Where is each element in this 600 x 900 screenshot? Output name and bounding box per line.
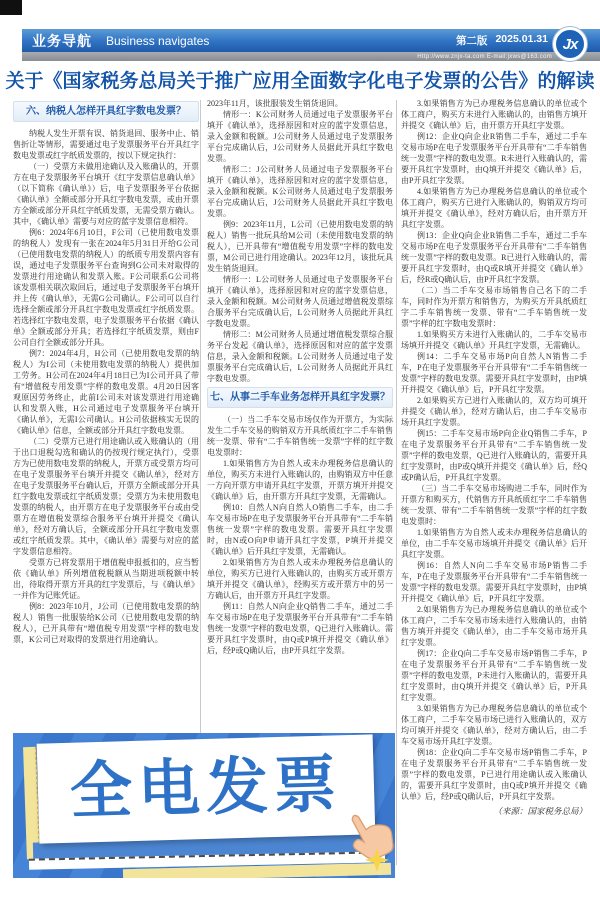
paragraph: 纳税人发生开票有误、销货退回、服务中止、销售折让等情形，需要通过电子发票服务平台开具红字数电发票或红字纸质发票的，按以下规定执行：	[13, 129, 199, 160]
paragraph: （三）当二手车交易市场购进二手车，同时作为开票方和购买方，代销售方开具纸质红字二手车销售统一发票、带有“二手车销售统一发票”字样的红字数电发票时：	[401, 484, 587, 526]
masthead-bar	[22, 29, 600, 52]
paragraph: 2.如果购买方已进行入账确认的，双方均可填开并提交《确认单》，经对方确认后，由二手车交易市场开具红字发票。	[401, 396, 587, 427]
page-corner-block	[0, 0, 22, 15]
issue-date: 2025.01.31	[495, 33, 548, 45]
paragraph: （一）当二手车交易市场仅作为开票方，为实际发生二手车交易的购销双方开具纸质红字二手车销售统一发票、带有“二手车销售统一发票”字样的红字数电发票时：	[207, 415, 393, 457]
paragraph: 情形一：K公司财务人员通过电子发票服务平台填开《确认单》，选择原因和对应的蓝字发票信息，录入金额和税额。J公司财务人员通过电子发票服务平台完成确认后，J公司财务人员据此开具红字数电发票。	[207, 110, 393, 163]
text-column-3	[401, 98, 587, 878]
promo-banner	[13, 733, 395, 878]
banner-text: 全电发票	[69, 750, 343, 827]
text-column-2	[207, 98, 393, 730]
paragraph: 3.如果销售方为已办理税务信息确认的单位或个体工商户，购买方未进行入账确认的，由销售方填开并提交《确认单》后，由开票方开具红字发票。	[401, 99, 587, 130]
section-title-en: Business navigates	[106, 33, 210, 48]
paragraph: 情形一：L公司财务人员通过电子发票服务平台填开《确认单》，选择原因和对应的蓝字发票信息，录入金额和税额。M公司财务人员通过增值税发票综合服务平台完成确认后，L公司财务人员据此开具红字数电发票。	[207, 275, 393, 328]
section-title-cn: 业务导航	[32, 32, 92, 49]
newspaper-logo-icon: Jx	[553, 27, 587, 61]
paragraph: 4.如果销售方为已办理税务信息确认的单位或个体工商户，购买方已进行入账确认的，购销双方均可填开并提交《确认单》，经对方确认后，由开票方开具红字发票。	[401, 187, 587, 229]
edition-label: 第二版	[455, 35, 488, 47]
paragraph: 例13：企业Q向企业R销售二手车，通过二手车交易市场P在电子发票服务平台开具带有“二手车销售统一发票”字样的数电发票。R已进行入账确认的，需要开具红字发票时，由Q或R填开并提交《确认单》后，经R或Q确认后，由P开具红字发票。	[401, 231, 587, 284]
masthead-strip	[22, 52, 600, 61]
paragraph: 例9：2023年11月，L公司（已使用数电发票的纳税人）销售一批玩具给M公司（未使用数电发票的纳税人），已开具带有“增值税专用发票”字样的数电发票，M公司已进行用途确认。2023年12月，该批玩具发生销货退回。	[207, 220, 393, 273]
paragraph: 例12：企业Q向企业R销售二手车，通过二手车交易市场P在电子发票服务平台开具带有“二手车销售统一发票”字样的数电发票。R未进行入账确认的，需要开具红字发票时，由Q填开并提交《确认单》后，由P开具红字发票。	[401, 132, 587, 185]
paragraph: 2023年11月，该批服装发生销货退回。	[207, 99, 343, 108]
paragraph: 受票方已将发票用于增值税申报抵扣的，应当暂依《确认单》所列增值税税额从当期进项税额中转出，待取得开票方开具的红字发票后，与《确认单》一并作为记账凭证。	[13, 558, 199, 600]
paragraph: 例10：自然人N向自然人O销售二手车，由二手车交易市场P在电子发票服务平台开具带有“二手车销售统一发票”字样的数电发票。需要开具红字发票时，由N或O向P申请开具红字发票，P填开并提交《确认单》后开具红字发票，无需确认。	[207, 503, 393, 556]
paragraph: 1.如果销售方为自然人或未办理税务信息确认的单位，由二手车交易市场填开并提交《确认单》后开具红字发票。	[401, 528, 587, 559]
contact-line: Http://www.znjx-ta.com E-mail:jxws@163.com	[417, 53, 552, 60]
text-column-1	[13, 98, 199, 730]
paragraph: 例18：企业Q向二手车交易市场P销售二手车，P在电子发票服务平台开具带有“二手车销售统一发票”字样的数电发票，P已进行用途确认或入账确认的，需要开具红字发票时，由Q或P填开并提交《确认单》后，经P或Q确认后，P开具红字发票。	[401, 748, 587, 801]
paragraph: （二）当二手车交易市场销售自己名下的二手车，同时作为开票方和销售方，为购买方开具纸质红字二手车销售统一发票、带有“二手车销售统一发票”字样的红字数电发票时：	[401, 286, 587, 328]
paragraph: 1.如果购买方未进行入账确认的，二手车交易市场填开并提交《确认单》开具红字发票，无需确认。	[401, 330, 587, 350]
paragraph: 2.如果销售方为已办理税务信息确认的单位或个体工商户，二手车交易市场未进行入账确认的，由销售方填开并提交《确认单》，由二手车交易市场开具红字发票。	[401, 605, 587, 647]
section-heading: 六、纳税人怎样开具红字数电发票？	[13, 101, 199, 122]
paragraph: 例16：自然人N向二手车交易市场P销售二手车，P在电子发票服务平台开具带有“二手车销售统一发票”字样的数电发票。需要开具红字发票时，由P填开并提交《确认单》后，P开具红字发票。	[401, 561, 587, 603]
paragraph: 例14：二手车交易市场P向自然人N销售二手车，P在电子发票服务平台开具带有“二手车销售统一发票”字样的数电发票。需要开具红字发票时，由P填开并提交《确认单》后，P开具红字发票。	[401, 352, 587, 394]
edition-date	[456, 33, 548, 48]
paragraph: （一）受票方未做用途确认及入账确认的，开票方在电子发票服务平台填开《红字发票信息确认单》（以下简称《确认单》）后，电子发票服务平台依据《确认单》全额或部分开具红字数电发票，或由开票方全额或部分开具红字纸质发票，无需受票方确认。其中，《确认单》需要与对应的蓝字发票信息相符。	[13, 162, 199, 226]
paragraph: 1.如果销售方为自然人或未办理税务信息确认的单位，购买方未进行入账确认的，由购销双方中任意一方向开票方申请开具红字发票，开票方填开并提交《确认单》后，由开票方开具红字发票，无需确认。	[207, 459, 393, 501]
banner-card	[37, 734, 376, 843]
paragraph: 例11：自然人N向企业Q销售二手车，通过二手车交易市场P在电子发票服务平台开具带有“二手车销售统一发票”字样的数电发票，Q已进行入账确认。需要开具红字发票时，由Q或P填开并提交《确认单》后，经P或Q确认后，由P开具红字发票。	[207, 602, 393, 655]
paragraph: 情形二：J公司财务人员通过电子发票服务平台填开《确认单》，选择原因和对应的蓝字发票信息，录入金额和税额。K公司财务人员通过电子发票服务平台完成确认后，J公司财务人员据此开具红字数电发票。	[207, 165, 393, 218]
paragraph: 例7：2024年4月，H公司（已使用数电发票的纳税人）为I公司（未使用数电发票的纳税人）提供加工劳务。H公司在2024年4月18日已为I公司开具了带有“增值税专用发票”字样的数电发票。4月20日因客观原因劳务终止，此前I公司未对该发票进行用途确认和发票入账，H公司通过电子发票服务平台填开《确认单》，无需I公司确认。H公司依据核实无误的《确认单》信息，全额或部分开具红字数电发票。	[13, 349, 199, 435]
section-heading: 七、从事二手车业务怎样开具红字发票？	[207, 387, 393, 408]
column-divider	[396, 100, 397, 865]
paragraph: 例17：企业Q向二手车交易市场P销售二手车，P在电子发票服务平台开具带有“二手车销售统一发票”字样的数电发票，P未进行入账确认的，需要开具红字发票时，由Q填开并提交《确认单》后，P开具红字发票。	[401, 649, 587, 702]
paragraph: 例6：2024年6月10日，F公司（已使用数电发票的纳税人）发现有一张在2024年5月31日开给G公司（已使用数电发票的纳税人）的纸质专用发票内容有误，通过电子发票服务平台查询到G公司未对取得的发票进行用途确认和发票入账。F公司联系G公司将该发票相关联次取回后，通过电子发票服务平台填开并上传《确认单》，无需G公司确认。F公司可以自行选择全额或部分开具红字数电发票或红字纸质发票。若选择红字数电发票，电子发票服务平台依据《确认单》全额或部分开具；若选择红字纸质发票，则由F公司自行全额或部分开具。	[13, 228, 199, 347]
paragraph: 情形二：M公司财务人员通过增值税发票综合服务平台发起《确认单》，选择原因和对应的蓝字发票信息，录入金额和税额。L公司财务人员通过电子发票服务平台完成确认后，L公司财务人员据此开具红字数电发票。	[207, 330, 393, 383]
page-title: 关于《国家税务总局关于推广应用全面数字化电子发票的公告》的解读	[5, 71, 595, 92]
paragraph: 2.如果销售方为自然人或未办理税务信息确认的单位，购买方已进行入账确认的，由购买方或开票方填开并提交《确认单》，经购买方或开票方中的另一方确认后，由开票方开具红字发票。	[207, 558, 393, 600]
source-note: （来源：国家税务总局）	[493, 806, 587, 816]
paragraph: 例8：2023年10月，J公司（已使用数电发票的纳税人）销售一批服装给K公司（已使用数电发票的纳税人），已开具带有“增值税专用发票”字样的数电发票，K公司已对取得的发票进行用途确认。	[13, 602, 199, 644]
paragraph: （二）受票方已进行用途确认或入账确认的（用于出口退税勾选和确认的仍按现行规定执行），受票方为已使用数电发票的纳税人，开票方或受票方均可在电子发票服务平台填开并提交《确认单》，经对方在电子发票服务平台确认后，开票方全额或部分开具红字数电发票或红字纸质发票；受票方为未使用数电发票的纳税人，由开票方在电子发票服务平台或由受票方在增值税发票综合服务平台填开并提交《确认单》，经对方确认后，全额或部分开具红字数电发票或红字纸质发票。其中，《确认单》需要与对应的蓝字发票信息相符。	[13, 437, 199, 556]
paragraph: 例15：二手车交易市场P向企业Q销售二手车，P在电子发票服务平台开具带有“二手车销售统一发票”字样的数电发票，Q已进行入账确认的，需要开具红字发票时，由P或Q填开并提交《确认单》后，经Q或P确认后，P开具红字发票。	[401, 429, 587, 482]
paragraph: 3.如果销售方为已办理税务信息确认的单位或个体工商户，二手车交易市场已进行入账确认的，双方均可填开并提交《确认单》，经对方确认后，由二手车交易市场开具红字发票。	[401, 704, 587, 746]
